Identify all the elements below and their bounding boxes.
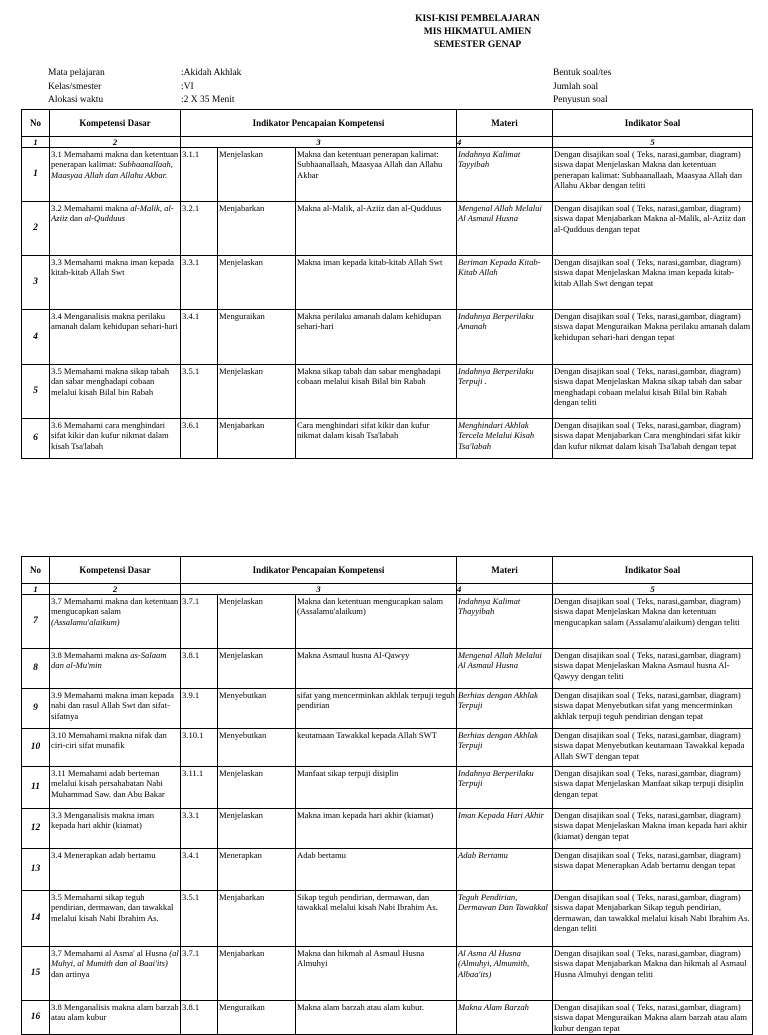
kd-text: 3.6 Memahami cara menghindari sifat kikir dan kufur nikmat dalam kisah Tsa'labah [51,420,169,451]
materi-cell: Iman Kepada Hari Akhir [457,809,553,849]
ipk-code-cell: 3.3.1 [181,256,218,310]
kd-text: 3.1 Memahami makna dan ketentuan penerapan kalimat: [51,149,179,170]
doc-title-line1: KISI-KISI PEMBELAJARAN [415,14,540,24]
kd-text: 3.8 Memahami makna [51,650,131,660]
table-row [22,365,753,419]
kd-text: 3.9 Memahami makna iman kepada nabi dan rasul Allah Swt dan sifat-sifatnya [51,690,174,721]
ipk-code-cell: 3.4.1 [181,310,218,365]
ipk-description-cell: Makna perilaku amanah dalam kehidupan sehari-hari [296,310,457,365]
kompetensi-dasar-cell [50,595,181,649]
row-number: 15 [22,947,50,1001]
kompetensi-dasar-cell [50,947,181,1001]
ipk-verb-cell: Menjelaskan [218,809,296,849]
kompetensi-dasar-cell [50,689,181,729]
indikator-soal-cell: Dengan disajikan soal ( Teks, narasi,gambar, diagram) siswa dapat Menyebutkan sifat yang mencerminkan akhlak terpuji teguh pendirian dengan tepat [553,689,753,729]
kd-text: 3.5 Memahami sikap teguh pendirian, dermawan, dan tawakkal melalui kisah Nabi Ibrahim As. [51,892,174,923]
kd-mid-text: dan artinya [51,968,90,979]
kd-italic-text: Subhaanallaah, Maasyaa Allah dan Allahu Akbar. [51,159,173,180]
kompetensi-dasar-cell [50,256,181,310]
ipk-code-cell: 3.2.1 [181,202,218,256]
ipk-description-cell: Makna dan ketentuan penerapan kalimat: Subhaanallaah, Maasyaa Allah dan Allahu Akbar [296,148,457,202]
kompetensi-dasar-cell [50,202,181,256]
indikator-soal-cell: Dengan disajikan soal ( Teks, narasi,gambar, diagram) siswa dapat Menjelaskan Makna sikap tabah dan sabar menghadapi cobaan melalui kisah Bilal bin Rabah dengan teliti [553,365,753,419]
kompetensi-dasar-cell [50,419,181,459]
row-number: 8 [22,649,50,689]
row-number: 2 [22,202,50,256]
col-number-4: 4 [457,584,553,595]
col-number-1: 1 [22,137,50,148]
row-number: 5 [22,365,50,419]
materi-cell: Indahnya Berperilaku Terpuji [457,767,553,809]
ipk-code-cell: 3.8.1 [181,649,218,689]
kd-text: 3.7 Memahami al Asma' al Husna [51,948,170,958]
table-row [22,729,753,767]
ipk-description-cell: Makna dan ketentuan mengucapkan salam (Assalamu'alaikum) [296,595,457,649]
meta-label-jumlah: Jumlah soal [553,82,599,92]
row-number: 1 [22,148,50,202]
meta-label-alokasi: Alokasi waktu [48,95,104,105]
table-row [22,256,753,310]
ipk-verb-cell: Menjelaskan [218,595,296,649]
header-ipk: Indikator Pencapaian Kompetensi [181,110,457,137]
col-number-2: 2 [50,137,181,148]
ipk-description-cell: Sikap teguh pendirian, dermawan, dan tawakkal melalui kisah Nabi Ibrahim As. [296,891,457,947]
row-number: 7 [22,595,50,649]
ipk-verb-cell: Menjelaskan [218,767,296,809]
col-number-1: 1 [22,584,50,595]
row-number: 6 [22,419,50,459]
materi-cell: Menghindari Akhlak Tercela Melalui Kisah Tsa'labah [457,419,553,459]
materi-cell: Makna Alam Barzah [457,1001,553,1035]
col-number-3: 3 [181,584,457,595]
ipk-description-cell: Makna alam barzah atau alam kubur. [296,1001,457,1035]
ipk-verb-cell: Menerapkan [218,849,296,891]
materi-cell: Beriman Kepada Kitab-Kitab Allah [457,256,553,310]
kd-text: 3.3 Memahami makna iman kepada kitab-kitab Allah Swt [51,257,174,278]
row-number: 3 [22,256,50,310]
indikator-soal-cell: Dengan disajikan soal ( Teks, narasi,gambar, diagram) siswa dapat Menjabarkan Makna al-Malik, al-Aziiz dan al-Qudduus dengan tepat [553,202,753,256]
doc-title-line3: SEMESTER GENAP [433,40,522,50]
kompetensi-dasar-cell [50,365,181,419]
ipk-description-cell: Adab bertamu [296,849,457,891]
meta-value-kelas: :VI [181,82,194,92]
indikator-soal-cell: Dengan disajikan soal ( Teks, narasi,gambar, diagram) siswa dapat Menguraikan Makna perilaku amanah dalam kehidupan sehari-hari dengan tepat [553,310,753,365]
meta-value-mapel: :Akidah Akhlak [181,68,242,78]
indikator-soal-cell: Dengan disajikan soal ( Teks, narasi,gambar, diagram) siswa dapat Menjabarkan Cara menghindari sifat kikir dan kufur nikmat dalam kisah Tsa'labah dengan tepat [553,419,753,459]
meta-value-alokasi: :2 X 35 Menit [181,95,235,105]
ipk-description-cell: sifat yang mencerminkan akhlak terpuji teguh pendirian [296,689,457,729]
table-row [22,595,753,649]
ipk-verb-cell: Menjabarkan [218,419,296,459]
ipk-description-cell: Manfaat sikap terpuji disiplin [296,767,457,809]
col-number-3: 3 [181,137,457,148]
table-row [22,767,753,809]
table-row [22,310,753,365]
header-indikator: Indikator Soal [553,110,753,137]
ipk-description-cell: keutamaan Tawakkal kepada Allah SWT [296,729,457,767]
indikator-soal-cell: Dengan disajikan soal ( Teks, narasi,gambar, diagram) siswa dapat Menguraikan Makna alam barzah atau alam kubur dengan tepat [553,1001,753,1035]
materi-cell: Indahnya Kalimat Thayyibah [457,595,553,649]
header-no: No [22,110,50,137]
kompetensi-dasar-cell [50,891,181,947]
col-number-2: 2 [50,584,181,595]
indikator-soal-cell: Dengan disajikan soal ( Teks, narasi,gambar, diagram) siswa dapat Menjelaskan Makna Asmaul husna Al-Qawyy dengan teliti [553,649,753,689]
ipk-code-cell: 3.10.1 [181,729,218,767]
indikator-soal-cell: Dengan disajikan soal ( Teks, narasi,gambar, diagram) siswa dapat Menjabarkan Sikap teguh pendirian, dermawan, dan tawakkal melalui kisah Nabi Ibrahim As. dengan teliti [553,891,753,947]
kompetensi-dasar-cell [50,849,181,891]
ipk-code-cell: 3.6.1 [181,419,218,459]
row-number: 10 [22,729,50,767]
materi-cell: Teguh Pendirian, Dermawan Dan Tawakkal [457,891,553,947]
kompetensi-dasar-cell [50,649,181,689]
row-number: 16 [22,1001,50,1035]
ipk-verb-cell: Menjelaskan [218,365,296,419]
kd-text: 3.4 Menganalisis makna perilaku amanah dalam kehidupan sehari-hari [51,311,178,332]
table-row [22,649,753,689]
row-number: 9 [22,689,50,729]
ipk-description-cell: Makna sikap tabah dan sabar menghadapi cobaan melalui kisah Bilal bin Rabah [296,365,457,419]
table-row [22,419,753,459]
kd-text: 3.8 Menganalisis makna alam barzah atau alam kubur [51,1002,179,1023]
kd-text: 3.7 Memahami makna dan ketentuan mengucapkan salam [51,596,179,617]
header-no: No [22,557,50,584]
header-kd: Kompetensi Dasar [50,557,181,584]
indikator-soal-cell: Dengan disajikan soal ( Teks, narasi,gambar, diagram) siswa dapat Menjelaskan Makna dan ketentuan penerapan kalimat: Subhaanallaah, Maasyaa Allah dan Allahu Akbar dengan teliti [553,148,753,202]
meta-label-mapel: Mata pelajaran [48,68,105,78]
ipk-verb-cell: Menyebutkan [218,689,296,729]
ipk-code-cell: 3.11.1 [181,767,218,809]
col-number-4: 4 [457,137,553,148]
kd-text: 3.10 Memahami makna nifak dan ciri-ciri sifat munafik [51,730,167,751]
ipk-code-cell: 3.7.1 [181,595,218,649]
table-row [22,809,753,849]
ipk-verb-cell: Menjabarkan [218,202,296,256]
kd-text: 3.11 Memahami adab berteman melalui kisah persahabatan Nabi Muhammad Saw. dan Abu Bakar [51,768,165,799]
table-row [22,947,753,1001]
kd-text: 3.4 Menerapkan adab bertamu [51,850,156,860]
kd-mid-text: dan [67,213,85,224]
kompetensi-dasar-cell [50,729,181,767]
col-number-5: 5 [553,584,753,595]
materi-cell: Adab Bertamu [457,849,553,891]
table-row [22,689,753,729]
kd-text: 3.2 Memahami makna [51,203,131,213]
indikator-soal-cell: Dengan disajikan soal ( Teks, narasi,gambar, diagram) siswa dapat Menyebutkan keutamaan Tawakkal kepada Allah SWT dengan tepat [553,729,753,767]
indikator-soal-cell: Dengan disajikan soal ( Teks, narasi,gambar, diagram) siswa dapat Menjelaskan Makna iman kepada kitab-kitab Allah Swt dengan tepat [553,256,753,310]
table-row [22,202,753,256]
header-materi: Materi [457,557,553,584]
header-materi: Materi [457,110,553,137]
ipk-description-cell: Makna dan hikmah al Asmaul Husna Almuhyi [296,947,457,1001]
kd-italic-text: al-Malik, al-Aziiz [51,203,174,224]
meta-label-bentuk: Bentuk soal/tes [553,68,612,78]
ipk-description-cell: Makna iman kepada kitab-kitab Allah Swt [296,256,457,310]
materi-cell: Berhias dengan Akhlak Terpuji [457,689,553,729]
indikator-soal-cell: Dengan disajikan soal ( Teks, narasi,gambar, diagram) siswa dapat Menerapkan Adab bertamu dengan tepat [553,849,753,891]
row-number: 12 [22,809,50,849]
row-number: 14 [22,891,50,947]
ipk-verb-cell: Menguraikan [218,1001,296,1035]
ipk-description-cell: Makna al-Malik, al-Aziiz dan al-Qudduus [296,202,457,256]
materi-cell: Mengenal Allah Melalui Al Asmaul Husna [457,202,553,256]
header-indikator: Indikator Soal [553,557,753,584]
materi-cell: Indahnya Kalimat Tayyibah [457,148,553,202]
kd-italic-text-2: al-Qudduus [84,213,126,224]
indikator-soal-cell: Dengan disajikan soal ( Teks, narasi,gambar, diagram) siswa dapat Menjelaskan Manfaat sikap terpuji disiplin dengan tepat [553,767,753,809]
doc-title-line2: MIS HIKMATUL AMIEN [423,27,532,37]
kisi-table-page1 [21,109,753,459]
ipk-code-cell: 3.4.1 [181,849,218,891]
ipk-code-cell: 3.5.1 [181,365,218,419]
table-row [22,1001,753,1035]
materi-cell: Mengenal Allah Melalui Al Asmaul Husna [457,649,553,689]
ipk-verb-cell: Menyebutkan [218,729,296,767]
kompetensi-dasar-cell [50,310,181,365]
kd-italic-text: as-Salaam dan al-Mu'min [51,650,167,671]
kompetensi-dasar-cell [50,809,181,849]
ipk-verb-cell: Menjabarkan [218,947,296,1001]
ipk-code-cell: 3.5.1 [181,891,218,947]
kd-text: 3.5 Memahami makna sikap tabah dan sabar menghadapi cobaan melalui kisah Bilal bin Rabah [51,366,170,397]
indikator-soal-cell: Dengan disajikan soal ( Teks, narasi,gambar, diagram) siswa dapat Menjabarkan Makna dan hikmah al Asmaul Husna Almuhyi dengan teliti [553,947,753,1001]
table-row [22,849,753,891]
ipk-verb-cell: Menjelaskan [218,649,296,689]
ipk-code-cell: 3.1.1 [181,148,218,202]
kompetensi-dasar-cell [50,767,181,809]
materi-cell: Indahnya Berperilaku Amanah [457,310,553,365]
indikator-soal-cell: Dengan disajikan soal ( Teks, narasi,gambar, diagram) siswa dapat Menjelaskan Makna iman kepada hari akhir (kiamat) dengan tepat [553,809,753,849]
ipk-code-cell: 3.9.1 [181,689,218,729]
ipk-description-cell: Cara menghindari sifat kikir dan kufur nikmat dalam kisah Tsa'labah [296,419,457,459]
ipk-verb-cell: Menguraikan [218,310,296,365]
row-number: 4 [22,310,50,365]
ipk-code-cell: 3.3.1 [181,809,218,849]
indikator-soal-cell: Dengan disajikan soal ( Teks, narasi,gambar, diagram) siswa dapat Menjelaskan Makna dan ketentuan mengucapkan salam (Assalamu'alaikum) dengan teliti [553,595,753,649]
header-kd: Kompetensi Dasar [50,110,181,137]
kisi-table-page2 [21,556,753,1035]
meta-label-penyusun: Penyusun soal [553,95,608,105]
table-row [22,891,753,947]
header-ipk: Indikator Pencapaian Kompetensi [181,557,457,584]
ipk-verb-cell: Menjabarkan [218,891,296,947]
ipk-code-cell: 3.7.1 [181,947,218,1001]
ipk-code-cell: 3.8.1 [181,1001,218,1035]
row-number: 13 [22,849,50,891]
materi-cell: Indahnya Berperilaku Terpuji . [457,365,553,419]
kd-text: 3.3 Menganalisis makna iman kepada hari akhir (kiamat) [51,810,155,831]
kd-italic-text: (al Muhyi, al Mumith dan al Baai'its) [51,948,179,969]
ipk-verb-cell: Menjelaskan [218,148,296,202]
ipk-description-cell: Makna Asmaul husna Al-Qawyy [296,649,457,689]
meta-label-kelas: Kelas/smester [48,82,102,92]
kompetensi-dasar-cell [50,148,181,202]
materi-cell: Berhias dengan Akhlak Terpuji [457,729,553,767]
ipk-description-cell: Makna iman kepada hari akhir (kiamat) [296,809,457,849]
row-number: 11 [22,767,50,809]
col-number-5: 5 [553,137,753,148]
kd-italic-text: (Assalamu'alaikum) [51,616,120,627]
kompetensi-dasar-cell [50,1001,181,1035]
ipk-verb-cell: Menjelaskan [218,256,296,310]
materi-cell: Al Asma Al Husna (Almuhyi, Almumith, Albaa'its) [457,947,553,1001]
table-row [22,148,753,202]
